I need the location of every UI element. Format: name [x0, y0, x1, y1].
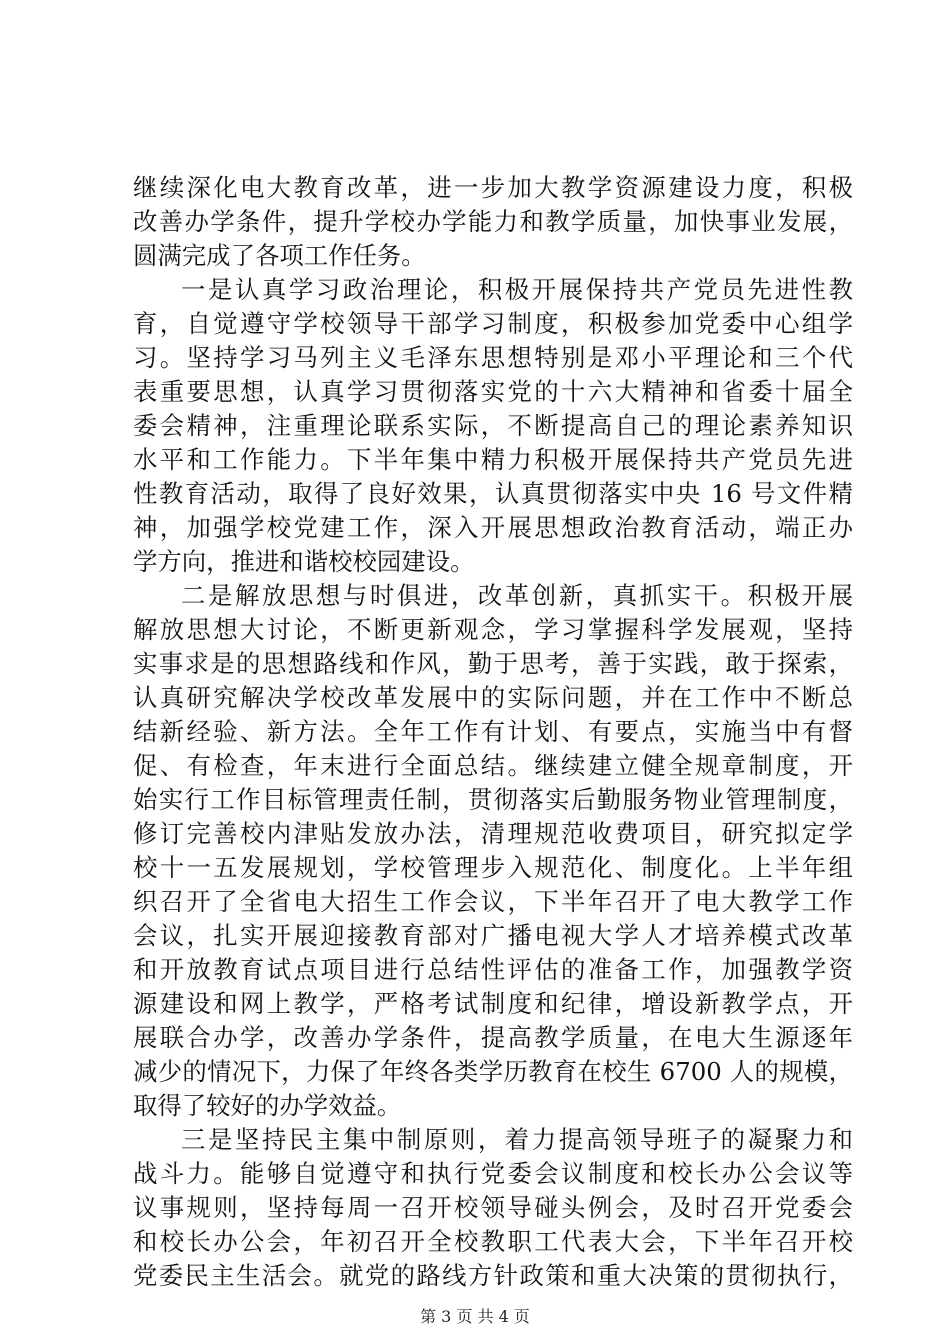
- paragraph-first-line: 一是认真学习政治理论，积极开展保持共产党员先进性教: [181, 275, 853, 304]
- page-number-footer: 第 3 页 共 4 页: [420, 1307, 530, 1326]
- text-line: 减少的情况下，力保了年终各类学历教育在校生 6700 人的规模，: [133, 1057, 853, 1086]
- text-line: 党委民主生活会。就党的路线方针政策和重大决策的贯彻执行，: [133, 1261, 853, 1290]
- text-line: 习。坚持学习马列主义毛泽东思想特别是邓小平理论和三个代: [133, 343, 853, 372]
- text-line: 神，加强学校党建工作，深入开展思想政治教育活动，端正办: [133, 513, 853, 542]
- text-line: 源建设和网上教学，严格考试制度和纪律，增设新教学点，开: [133, 989, 853, 1018]
- text-line: 实事求是的思想路线和作风，勤于思考，善于实践，敢于探索，: [133, 649, 853, 678]
- text-line: 结新经验、新方法。全年工作有计划、有要点，实施当中有督: [133, 717, 853, 746]
- text-line: 性教育活动，取得了良好效果，认真贯彻落实中央 16 号文件精: [133, 479, 853, 508]
- text-line: 继续深化电大教育改革，进一步加大教学资源建设力度，积极: [133, 173, 853, 202]
- text-line: 和开放教育试点项目进行总结性评估的准备工作，加强教学资: [133, 955, 853, 984]
- text-line: 战斗力。能够自觉遵守和执行党委会议制度和校长办公会议等: [133, 1159, 853, 1188]
- text-line: 促、有检查，年末进行全面总结。继续建立健全规章制度，开: [133, 751, 853, 780]
- text-line: 学方向，推进和谐校校园建设。: [133, 547, 475, 576]
- text-line: 表重要思想，认真学习贯彻落实党的十六大精神和省委十届全: [133, 377, 853, 406]
- text-line: 展联合办学，改善办学条件，提高教学质量，在电大生源逐年: [133, 1023, 853, 1052]
- text-line: 委会精神，注重理论联系实际，不断提高自己的理论素养知识: [133, 411, 853, 440]
- text-line: 水平和工作能力。下半年集中精力积极开展保持共产党员先进: [133, 445, 853, 474]
- text-line: 圆满完成了各项工作任务。: [133, 241, 426, 270]
- text-line: 育，自觉遵守学校领导干部学习制度，积极参加党委中心组学: [133, 309, 853, 338]
- text-line: 校十一五发展规划，学校管理步入规范化、制度化。上半年组: [133, 853, 853, 882]
- text-line: 始实行工作目标管理责任制，贯彻落实后勤服务物业管理制度，: [133, 785, 853, 814]
- text-line: 认真研究解决学校改革发展中的实际问题，并在工作中不断总: [133, 683, 853, 712]
- text-line: 修订完善校内津贴发放办法，清理规范收费项目，研究拟定学: [133, 819, 853, 848]
- paragraph-first-line: 二是解放思想与时俱进，改革创新，真抓实干。积极开展: [181, 581, 853, 610]
- text-line: 和校长办公会，年初召开全校教职工代表大会，下半年召开校: [133, 1227, 853, 1256]
- text-line: 改善办学条件，提升学校办学能力和教学质量，加快事业发展，: [133, 207, 853, 236]
- text-line: 议事规则，坚持每周一召开校领导碰头例会，及时召开党委会: [133, 1193, 853, 1222]
- text-line: 取得了较好的办学效益。: [133, 1091, 402, 1120]
- paragraph-first-line: 三是坚持民主集中制原则，着力提高领导班子的凝聚力和: [181, 1125, 853, 1154]
- text-line: 织召开了全省电大招生工作会议，下半年召开了电大教学工作: [133, 887, 853, 916]
- text-line: 解放思想大讨论，不断更新观念，学习掌握科学发展观，坚持: [133, 615, 853, 644]
- text-line: 会议，扎实开展迎接教育部对广播电视大学人才培养模式改革: [133, 921, 853, 950]
